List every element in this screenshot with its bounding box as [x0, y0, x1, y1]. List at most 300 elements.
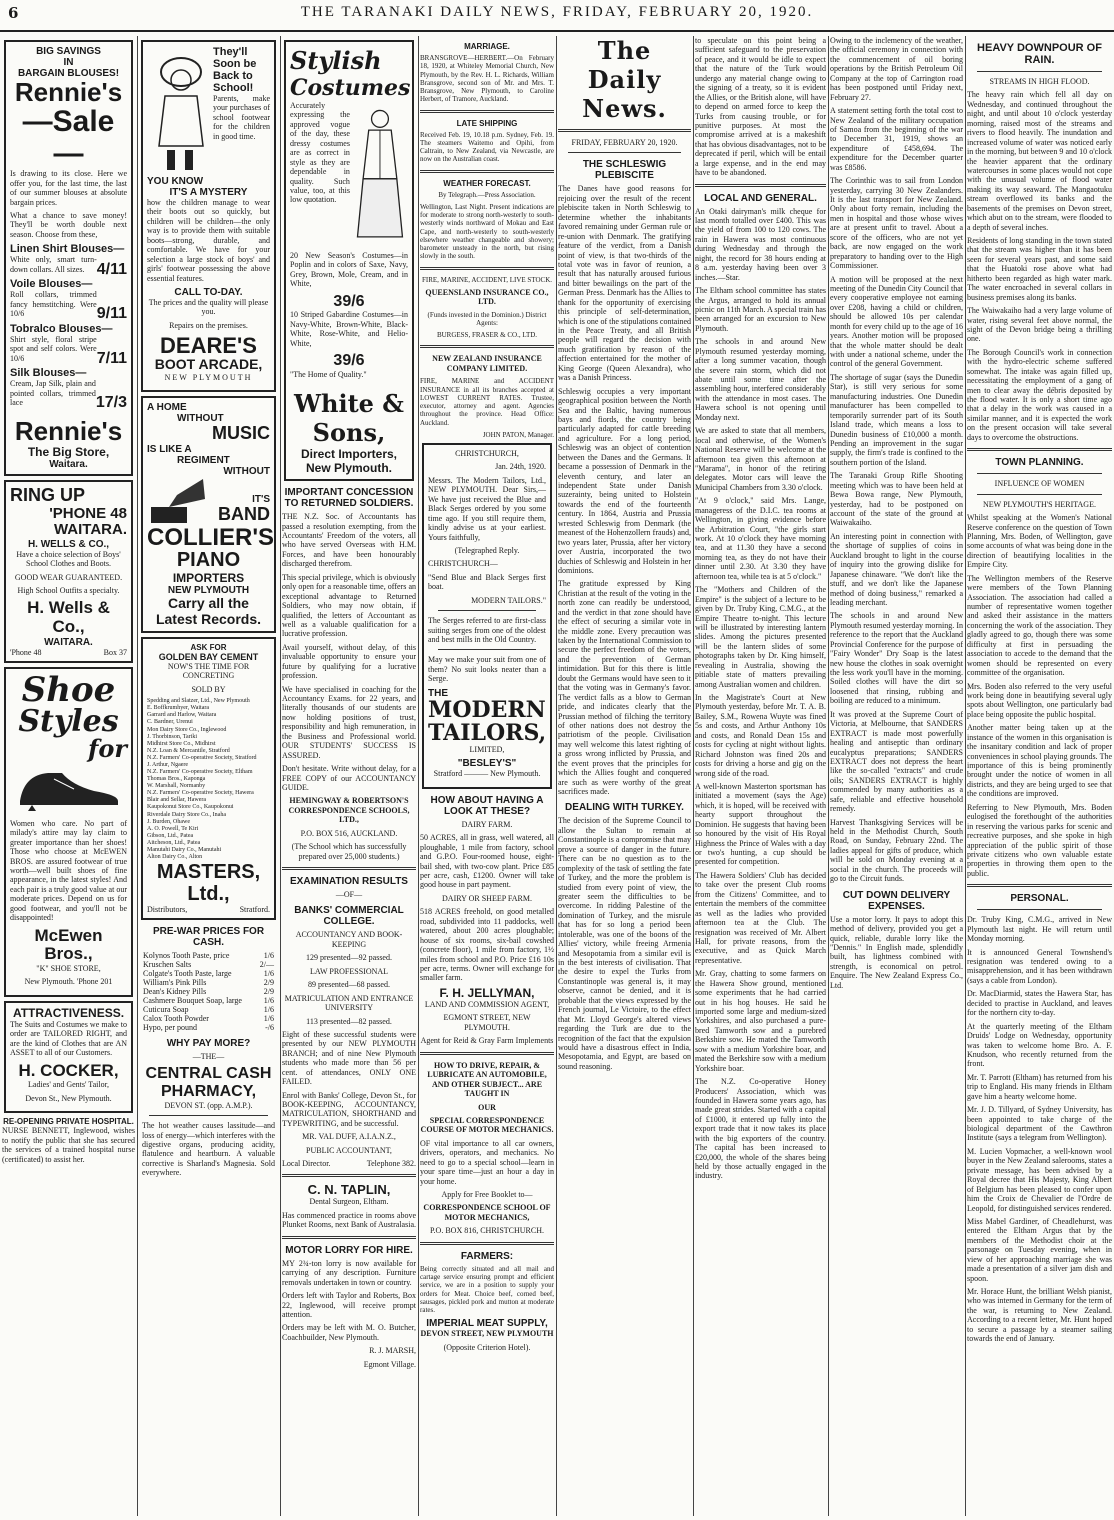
ad-title: Latest Records.	[155, 610, 262, 627]
section-heading: IMPORTANT CONCESSION TO RETURNED SOLDIERS.	[284, 487, 414, 510]
ad-text: What a chance to save money! They'll be worth double next season. Choose from these,	[10, 211, 127, 239]
ad-line: IMPORTERS	[172, 571, 245, 586]
price-row	[143, 969, 274, 978]
article-text: Mr. J. D. Tillyard, of Sydney University, has been appointed to take charge of the biological department of the Cawthron Institute (says a telegram from Wellington).	[967, 1105, 1112, 1143]
ad-text: FIRE, MARINE, ACCIDENT, LIVE STOCK.	[421, 275, 553, 284]
ad-text: Egmont Village.	[363, 1359, 416, 1369]
ad-title: PIANO	[176, 549, 241, 572]
price-row	[143, 996, 274, 1005]
ad-text: Orders may be left with M. O. Butcher, Coachbuilder, New Plymouth.	[282, 1323, 416, 1342]
ad-title: —Sale—	[22, 105, 115, 170]
article-text: The Wellington members of the Reserve were members of the Town Planning Association. The association had called a number of representative women together and asked their assistance in the matters concerning the work of the association. They gladly agreed to go, though there was some difficulty at first in persuading the association to accede to the demand that the women should be represented on every committee of the organisation.	[967, 573, 1112, 678]
ad-text: Apply for Free Booklet to—	[441, 1190, 533, 1199]
ad-line: THE	[428, 687, 448, 699]
ad-text: R. J. MARSH,	[369, 1346, 416, 1356]
column-rule	[280, 36, 281, 1516]
article-heading: LOCAL AND GENERAL.	[704, 192, 817, 204]
seller-item: N.Z. Loan & Mercantile, Stratford	[147, 747, 230, 754]
section-heading: DAIRY OR SHEEP FARM.	[442, 893, 532, 903]
article-text: The heavy rain which fell all day on Wednesday, and continued throughout the night, and until about 10 o'clock yesterday morning, raised most of the streams and rivers to flood heavily. The inundation and increased volume of water was noticed early in the morning, but between 9 and 10 o'clock the heavier apparent that the ordinary watercourses in some places would not cope with the unusual volume of flood water making its way seaward. The Mangaotuku stream overflowed its banks and the basements of the premises on Devon street, which abut on to the stream, were flooded to a depth of several inches.	[967, 90, 1112, 232]
column-rule	[693, 36, 694, 1516]
article-heading: DEALING WITH TURKEY.	[565, 802, 684, 814]
ad-line: REGIMENT	[177, 454, 230, 466]
price-row	[143, 1005, 274, 1014]
article-text: Enrol with Banks' College, Devon St., for BOOK-KEEPING, ACCOUNTANCY, MATRICULATION, SHORTHAND and TYPEWRITING, and be successful.	[282, 1090, 416, 1128]
price-value: -/6	[265, 1023, 274, 1033]
seller-item: N.Z. Farmers' Co-operative Society, Eltham	[147, 769, 253, 776]
ad-text: SPECIAL CORRESPONDENCE COURSE OF MOTOR MECHANICS.	[420, 1115, 554, 1135]
ad-text: LIMITED,	[469, 744, 505, 754]
seller-item: Blair and Sellar, Hawera	[147, 797, 207, 804]
article-text: Owing to the inclemency of the weather, the official ceremony in connection with the commencement of oil boring operations by the British Petroleum Oil Company at the top of Carrington road has been postponed until Friday next, February 27.	[830, 36, 963, 102]
ad-text: 'Phone 48	[10, 647, 42, 657]
article-text: Mr. Horace Hunt, the brilliant Welsh pianist, who was interned in Germany for the term of the war, is returning to New Zealand. According to a recent letter, Mr. Hunt hoped to secure a passage by a steamer sailing towards the end of January.	[967, 1287, 1112, 1344]
ad-text: JOHN PATON, Manager.	[482, 430, 554, 439]
ad-title: McEwen Bros.,	[34, 925, 103, 964]
ad-text: CORRESPONDENCE SCHOOL OF MOTOR MECHANICS,	[423, 1203, 551, 1222]
ad-line: WAITARA.	[44, 636, 93, 648]
price-row	[143, 978, 274, 987]
seller-item: Alton Dairy Co., Alton	[147, 853, 203, 860]
item-price: 9/11	[96, 305, 127, 323]
ad-text: 50 ACRES, all in grass, well watered, all ploughable, 1 mile from factory, school and G.P.O. Four-roomed house, eight-bail shed, with two-cow plant. Price £85 per acre, cash, £1200. Owner will take good house in part payment.	[420, 833, 554, 890]
editorial-title: The Daily News.	[582, 36, 667, 123]
ad-text: Is drawing to its close. Here we offer you, for the last time, the last of our summer blouses at absolute bargain prices.	[10, 169, 127, 207]
article-text: Don't hesitate. Write without delay, for a FREE COPY of our ACCOUNTANCY GUIDE.	[282, 764, 416, 792]
article-text: It is announced General Townshend's resignation was tendered owing to a misapprehension, and it has been withdrawn (says a cable from London).	[967, 947, 1112, 985]
column-rule	[965, 36, 966, 1516]
ad-text: GOOD WEAR GUARANTEED.	[14, 572, 123, 582]
ad-text: 518 ACRES freehold, on good metalled road, subdivided into 11 paddocks, well watered, about 200 acres ploughable; house of six rooms, six-bail cowshed (concrete floor), 1 mile from factory, 1½ miles from school and P.O. Price £16 10s per acre, terms. Owner will exchange for smaller farm.	[420, 907, 554, 983]
item-desc: Shirt style, floral stripe spot and self colors. Were 10/6	[10, 334, 97, 363]
price-item: Cashmere Bouquet Soap, large	[143, 996, 242, 1006]
article-text: Whilst speaking at the Women's National Reserve conference on the question of Town Planning, Mrs. Boden, of Wellington, gave some accounts of what was being done in the direction of beautifying localities in the Empire City.	[967, 513, 1112, 570]
article-text: "At 9 o'clock," said Mrs. Lange, manageress of the D.I.C. tea rooms at Wellington, in giving evidence before the Arbitration Court, "the girls start work. At 10 o'clock they have morning tea, and at 11.30 they have a second morning tea, as they do not have their dinner until 2.30. At 3.30 they have afternoon tea, while tea is at 5 o'clock."	[695, 496, 826, 581]
rennies-sale-ad	[4, 40, 133, 476]
ad-text: (Telegraphed Reply.	[454, 545, 520, 555]
notice-title: RE-OPENING PRIVATE HOSPITAL.	[3, 1117, 134, 1127]
wells-ad	[4, 480, 133, 663]
ad-text: Stratford.	[239, 905, 270, 915]
article-text: The Taranaki Group Rifle Shooting meeting which was to have been held at Bewa Bowa range, New Plymouth, yesterday, had to be postponed on account of the state of the ground at Waiwakaiho.	[830, 471, 963, 528]
ad-line: IS LIKE A	[147, 443, 192, 455]
column-rule	[137, 36, 138, 1516]
ad-text: Jan. 24th, 1920.	[495, 462, 546, 472]
seller-item: Aitcheson, Ltd., Patea	[147, 839, 201, 846]
article-heading: TOWN PLANNING.	[995, 457, 1084, 469]
article-text: We are asked to state that all members, local and otherwise, of the Women's National Reserve will be welcome at the afternoon tea given this afternoon at "Marama", in honor of the retiring delegates. Motor cars will leave the Municipal Chambers from 3.30 o'clock.	[695, 426, 826, 492]
article-heading: CUT DOWN DELIVERY EXPENSES.	[842, 889, 951, 912]
seller-item: N.Z. Farmers' Co-operative Society, Hawera	[147, 790, 254, 797]
ad-text: NEW ZEALAND INSURANCE COMPANY LIMITED.	[432, 354, 542, 373]
ad-line: YOU KNOW	[147, 176, 204, 187]
article-text: The Eltham school committee has states the Argus, arranged to hold its annual picnic on 11th March. A special train has been arranged for an excursion to New Plymouth.	[695, 286, 826, 333]
ad-title: 'PHONE 48	[49, 504, 127, 522]
column-5	[558, 36, 691, 1516]
article-text: Mrs. Boden also referred to the very useful work being done in beautifying several ugly spots about Wellington, one particularly bad place being opposite the public hospital.	[967, 681, 1112, 719]
article-text: Mr. T. Parrott (Eltham) has returned from his trip to England. His many friends in Eltham gave him a hearty welcome home.	[967, 1072, 1112, 1101]
article-text: Referring to New Plymouth, Mrs. Boden eulogised the forethought of the authorities in reserving the various parks for scenic and recreative purposes, and she spoke in high appreciation of the public spirit of those private citizens who own valuable estate properties in throwing them open to the public.	[967, 802, 1112, 878]
ad-title: MASTERS, Ltd.,	[156, 861, 261, 906]
article-subheading: NEW PLYMOUTH'S HERITAGE.	[983, 499, 1096, 509]
article-text: Residents of long standing in the town stated that the stream was higher than it has been seen for several years past, and some said that the Huatoki rose above what had hitherto been regarded as high water mark. The water encroached in several collars in business premises along its banks.	[967, 236, 1112, 302]
ad-title: COLLIER'S	[147, 523, 275, 551]
seller-item: J. Arthur, Ngaere	[147, 761, 189, 768]
price-item: William's Pink Pills	[143, 978, 207, 988]
ad-title: H. Wells & Co.,	[27, 598, 110, 637]
ad-text: Being correctly situated and all mail and cartage service ensuring prompt and efficient service, we are in a position to supply your orders for Meat. Choice beef, corned beef, sausages, pickled pork and mutton at moderate rates.	[420, 1264, 554, 1314]
article-text: Schleswig occupies a very important geographical position between the North Sea and the Baltic, having numerous bays and fiords, the country being particularly adapted for cattle breeding and agriculture. For a long period, Schleswig was an object of contention between the Danes and the Germans. It became a possession of Denmark in the eleventh century, and later an independent State under Danish suzerainty, being united to Holstein towards the end of the fourteenth century. In 1864, Austria and Prussia wrested Schleswig from Denmark (the meanest of the Hohenzollern frauds) and, two years later, Prussia, after her victory over Austria, incorporated the two duchies of Schleswig and Holstein in her dominions.	[558, 386, 691, 575]
section-heading: EXAMINATION RESULTS	[290, 876, 408, 887]
ad-line: CALL TO-DAY.	[174, 286, 243, 298]
modern-tailors-ad	[422, 443, 552, 789]
article-text: Use a motor lorry. It pays to adopt this method of delivery, provided you get a quick, reliable, durable lorry like the "Dennis." In English made, splendidly built, has lightness combined with strength, is economical on petrol. Enquire. The New Zealand Express Co., Ltd.	[830, 914, 963, 990]
ad-line: IN	[63, 57, 74, 68]
ad-text: Has commenced practice in rooms above Plunket Rooms, next Bank of Australasia.	[282, 1210, 416, 1230]
ad-title: MODERN TAILORS,	[428, 696, 547, 746]
article-text: Avail yourself, without delay, of this invaluable opportunity to ensure your future by qualifying for a lucrative profession.	[282, 642, 416, 681]
ad-text: Agent for Reid & Gray Farm Implements	[420, 1036, 554, 1046]
article-text: PUBLIC ACCOUNTANT,	[306, 1145, 392, 1155]
ad-title: BOOT ARCADE,	[154, 356, 263, 373]
column-7	[830, 36, 963, 1516]
seller-item: Midhirst Store Co., Midhirst	[147, 740, 216, 747]
item-desc: Roll collars, trimmed fancy hemstitching. Were 10/6	[10, 290, 97, 319]
column-4	[420, 36, 554, 1516]
section-heading: BANKS' COMMERCIAL COLLEGE.	[294, 905, 404, 928]
price-value: 1/6	[263, 1005, 274, 1015]
ad-line: BIG SAVINGS	[36, 46, 101, 57]
ad-title: Styles	[18, 703, 119, 739]
page-number: 6	[8, 4, 19, 22]
seller-item: W. Marshall, Normanby	[147, 783, 206, 790]
seller-item: Riverdale Dairy Store Co., Inaha	[147, 811, 226, 818]
white-sons-ad	[284, 40, 414, 481]
seller-item: J. Thorbinson, Tariki	[147, 733, 198, 740]
ad-text: Women who care. No part of milady's attire may lay claim to greater importance than her shoes! Those who choose at McEWEN BROS. are assured footwear of true worth—well built shoes of fine appearance, in the latest styles! And each pair is a truly good value at our moderate prices. Depend on us for good footwear, and you'll not be disappointed!	[10, 818, 127, 923]
ad-line: IT'S	[252, 494, 270, 506]
price-item: Dean's Kidney Pills	[143, 987, 207, 997]
ad-line: WITHOUT	[177, 413, 224, 425]
article-text: The "Mothers and Children of the Empire" is the subject of a lecture to be given by Dr. Truby King, C.M.G., at the Empire Theatre to-night. This lecture will be illustrated by interesting lantern slides. Among the pictures presented will be the lantern slides of some photographs taken by Dr. King himself, revealing in Australia, showing the pitiable state of matters prevailing among Australian women and children.	[695, 585, 826, 689]
ad-text: Box 37	[103, 647, 127, 657]
price-value: 1/6	[263, 996, 274, 1006]
ad-text: Dental Surgeon, Eltham.	[309, 1197, 389, 1207]
seller-item: E. Boffkrumhyer, Waitara	[147, 705, 210, 712]
article-text: The Hawera Soldiers' Club has decided to take over the present Club rooms from the Citizens' Committee, and to entertain the members of the committee as well as the ladies who provided afternoon tea at the Club. The resignation was received of Mr. Albert Hall, for private reasons, from the executive, and as Quick March representative.	[695, 870, 826, 965]
ad-text: "K" SHOE STORE,	[36, 963, 101, 973]
item-name: Linen Shirt Blouses—	[10, 243, 125, 256]
exam-result-line: ACCOUNTANCY AND BOOK-KEEPING	[295, 930, 403, 949]
ad-text: (Opposite Criterion Hotel).	[443, 1342, 531, 1352]
column-rule	[828, 36, 829, 1516]
section-heading: MARRIAGE.	[464, 42, 510, 51]
column-6	[695, 36, 826, 1516]
item-name: Voile Blouses—	[10, 278, 93, 291]
article-text: This special privilege, which is obviously only open for a reasonable time, offers an exceptional advantage to Returned Soldiers, who may now obtain, if qualified, the letters of Accountant as well as a valuable qualification for a lucrative profession.	[282, 572, 416, 639]
ad-line: IT'S A MYSTERY	[169, 187, 248, 198]
colliers-ad	[141, 396, 276, 633]
article-text: The schools in and around New Plymouth resumed yesterday morning, after a long summer vacation, though the severe rain storm, which did not abate until some time after the assembling hour, interfered considerably with the attendance in most cases. The Hawera school is not opening until Monday next.	[695, 337, 826, 422]
ad-title: RING UP	[10, 484, 86, 505]
item-desc: Cream, Jap Silk, plain and pointed collars, trimmed lace	[10, 379, 96, 408]
article-text: The Danes have good reasons for rejoicing over the result of the recent plebiscite taken in North Schleswig to determine whether the inhabitants favored remaining under German rule or re-union with Denmark. The gratifying feature of the verdict, from a Danish point of view, is that two-thirds of the total vote was in favor of reunion, a result that has naturally aroused furious and bitter bewailings on the part of the German Press. Denmark has the Allies to thank for the opportunity of exercising this principle of self-determination, which is one of the stipulations contained in the Peace Treaty, and all British people will regard the decision with much gratification by reason of the affection entertained for the mother of King George (Queen Alexandra), who was a Danish Princess.	[558, 184, 691, 383]
ad-title: Shoe	[21, 669, 116, 710]
ad-text: —THE—	[192, 1052, 225, 1062]
ad-text: OUR	[478, 1102, 496, 1112]
notice-text: BRANSGROVE—HERBERT.—On February 18, 1920, at Whiteley Memorial Church, New Plymouth, by the Rev. H. L. Richards, William Bransgrove, second son of Mr. and Mrs. T. Bransgrove, New Plymouth, to Caroline Herbert, of Tramore, Auckland.	[420, 54, 554, 104]
ad-text: OF vital importance to all car owners, drivers, operators, and mechanics. No need to go to a special school—learn in your spare time—just an hour a day in your home.	[420, 1138, 554, 1186]
ad-title: Rennie's	[14, 415, 123, 446]
cocker-ad	[4, 1001, 133, 1114]
ad-text: QUEENSLAND INSURANCE CO., LTD.	[425, 287, 549, 307]
item-price: 17/3	[95, 393, 127, 411]
seller-item: A. O. Powell, Te Kiri	[147, 825, 199, 832]
price-item: Kolynos Tooth Paste, price	[143, 951, 230, 961]
price-value: 2/—	[259, 960, 274, 970]
seller-item: Manutahi Dairy Co., Manutahi	[147, 846, 222, 853]
ad-line: NEW PLYMOUTH	[167, 585, 250, 597]
exam-result-line: 89 presented—68 passed.	[308, 980, 390, 990]
section-heading: WEATHER FORECAST.	[443, 178, 531, 188]
price-item: Colgate's Tooth Paste, large	[143, 969, 232, 979]
article-text: A statement setting forth the total cost to New Zealand of the military occupation of Samoa from the beginning of the war to December 31, 1919, shows an expenditure of £458,694. The expenditure for the December quarter was £8586.	[830, 106, 963, 172]
section-heading: PRE-WAR PRICES FOR CASH.	[152, 926, 265, 949]
column-rule	[556, 36, 557, 1516]
ad-line: "BESLEY'S"	[457, 758, 517, 770]
ad-title: GOLDEN BAY CEMENT	[158, 651, 259, 662]
article-text: (The School which has successfully prepared over 25,000 students.)	[291, 842, 407, 861]
ad-text: Accurately expressing the approved vogue of the day, these dressy costumes are as correct in style as they are dependable in quality. Such value, too, at this low quotation.	[290, 101, 350, 205]
ad-line: IMPERIAL MEAT SUPPLY,	[426, 1318, 548, 1330]
ad-line: Waitara.	[49, 458, 88, 470]
price-item: Hypo, per pound	[143, 1023, 197, 1033]
article-text: M. Lucien Vopmacher, a well-known wool buyer in the New Zealand salerooms, states a private message, has been advised by a Royal decree that His Majesty, King Albert of Belgium has been pleased to confer upon him the Croix de Chevalier de l'Ordre de Leopold, for distinguished services rendered.	[967, 1146, 1112, 1213]
section-heading: MOTOR LORRY FOR HIRE.	[285, 1244, 413, 1256]
article-text: The decision of the Supreme Council to allow the Sultan to remain at Constantinople is a compromise that may prove a source of danger in the future. There can be no question as to the complexity of the task of settling the fate of Turkey, and the more the problem is studied from every point of view, the greater seem the difficulties to be overcome. In ridding Palestine of the domination of Turkey, and the misrule that has for so long a period been intolerable, was one of the boons of the Allies' victory, while freeing Armenia and Mesopotamia from a similar evil is in the best interests of civilisation. That the desire to expel the Turks from Constantinople was general is, it may observe, cannot be denied, and it is probable that the views expressed by the French journal, Le Victoire, to the effect that Mr. Lloyd George's altered views regarding the Turk are due to the recognition of the fact that the expulsion would have a disastrous effect in India, Mesopotamia, and Egypt, are based on sound reasoning.	[558, 816, 691, 1071]
article-heading: THE SCHLESWIG PLEBISCITE	[582, 159, 667, 182]
column-1	[2, 36, 135, 1516]
section-heading: DAIRY FARM.	[461, 819, 513, 829]
ad-line: BARGAIN BLOUSES!	[17, 68, 120, 79]
seller-item: Kaupokonui Store Co., Kaupokonui	[147, 804, 234, 811]
ad-text: EGMONT STREET, NEW PLYMOUTH.	[443, 1013, 531, 1032]
ad-text: Stratford ——— New Plymouth.	[433, 769, 541, 779]
ad-line: A HOME	[147, 402, 187, 414]
article-text: The Corinthic was to sail from London yesterday, carrying 30 New Zealanders. It is the last transport for New Zealand. Only about forty remain, including the men in hospital and those whose wives are at present unfit to travel. About a score of the officers, who are not yet back, are now engaged on the work preparatory to handing over to the High Commissioner.	[830, 176, 963, 271]
ad-title: C. N. TAPLIN,	[307, 1182, 391, 1198]
price-row	[143, 960, 274, 969]
article-text: HEMINGWAY & ROBERTSON'S CORRESPONDENCE SCHOOLS, LTD.,	[288, 796, 410, 825]
item-name: Tobralco Blouses—	[10, 322, 113, 335]
article-text: It was proved at the Supreme Court of Victoria, at Melbourne, that SANDERS EXTRACT is made most powerfully healing and antiseptic than ordinary eucalyptus preparations; SANDERS EXTRACT does not depress the heart like the so-called "extracts" and crude oils; SANDERS EXTRACT is highly commended by many authorities as a safe, reliable and effective household remedy.	[830, 709, 963, 814]
article-text: A motion will be proposed at the next meeting of the Dunedin City Council that every cooperative employee not earning over £208, having a child or children, should be allowed 10s per calendar month for every child up to the age of 16 years. Another motion will be proposed that the whole matter should be dealt with under a national scheme, under the control of the general Government.	[830, 274, 963, 369]
column-rule	[418, 36, 419, 1516]
ad-text: "The Home of Quality."	[290, 369, 367, 379]
ad-line: ASK FOR	[190, 642, 227, 652]
gramophone-illustration	[147, 477, 207, 525]
article-text: Eight of these successful students were presented by our NEW PLYMOUTH BRANCH; and of nine New Plymouth students who made more than 56 per cent. of attendances, ONLY ONE FAILED.	[282, 1029, 416, 1087]
article-text: Mr. Gray, chatting to some farmers on the Hawera Show ground, mentioned some experiments that he had carried out in his hog houses. He said he imported some large and medium-sized Yorkshires, and also purchased a pure-bred Tamworth sow and a purebred Berkshire sow. He mated the Tamworth sow with a medium Yorkshire boar, and mated the Berkshire sow with a medium Yorkshire boar.	[695, 969, 826, 1073]
masthead: THE TARANAKI DAILY NEWS, FRIDAY, FEBRUARY 20, 1920.	[300, 4, 814, 20]
ad-text: The prices and the quality will please you.	[148, 297, 269, 317]
seller-item: Thomas Bros., Kaponga	[147, 776, 206, 783]
ad-text: Ladies' and Gents' Tailor,	[28, 1080, 109, 1090]
ad-text: Distributors,	[147, 905, 188, 915]
ad-text: NOW'S THE TIME FOR CONCRETING	[167, 661, 250, 681]
ad-text: 10 Striped Gabardine Costumes—in Navy-White, Brown-White, Black-White, Rose-White, and Helio-White,	[290, 310, 408, 348]
price-value: 2/9	[263, 978, 274, 988]
ad-text: DEVON ST. (opp. A.M.P.).	[164, 1100, 253, 1110]
ad-text: (Funds invested in the Dominion.) District Agents:	[427, 310, 547, 327]
notice-text: Received Feb. 19, 10.18 p.m. Sydney, Feb. 19. The steamers Waitemo and Opihi, from Caltrain, to New Zealand, via Newcastle, are now on the Australian coast.	[420, 130, 554, 164]
sellers-list	[147, 698, 270, 861]
article-text: The Borough Council's work in connection with the hydro-electric scheme suffered somewhat. The intake was again filled up, necessitating the employment of a gang of men to clear away the débris deposited by the flood water. It is only a short time ago that a delay in the work was caused in a similar manner, and it is expected the work on the present occasion will take several days to overcome the obstructions.	[967, 347, 1112, 442]
ad-title: They'll Soon be Back to School!	[213, 46, 257, 94]
cement-ad	[141, 637, 276, 920]
ad-line: WITHOUT	[223, 465, 270, 477]
seller-item: C. Bardner, Urenui	[147, 719, 193, 726]
article-text: MR. VAL DUFF, A.I.A.N.Z.,	[302, 1132, 396, 1142]
item-desc: White only, smart turn-down collars. All sizes.	[10, 255, 97, 274]
ad-text: 20 New Season's Costumes—in Poplin and in colors of Saxe, Navy, Grey, Brown, Mole, Cream, and in White,	[290, 251, 408, 289]
shoe-illustration	[14, 765, 124, 811]
notice-text: Wellington, Last Night. Present indications are for moderate to strong north-westerly to south-westerly winds northward of Mokau and East Cape, and north-westerly to south-westerly elsewhere weather changeable and showery; barometer unsteady in the north, but rising slowly in the south.	[420, 202, 554, 261]
section-heading: WHY PAY MORE?	[166, 1038, 251, 1050]
ad-text: Devon St., New Plymouth.	[25, 1093, 112, 1103]
ad-title: WAITARA.	[53, 521, 127, 539]
ad-text: MY 2¾-ton lorry is now available for carrying of any description. Furniture removals undertaken in town or country.	[282, 1258, 416, 1287]
ad-title: White & Sons,	[294, 389, 404, 448]
seller-item: Gibson, Ltd., Patea	[147, 832, 194, 839]
article-text: P.O. BOX 516, AUCKLAND.	[300, 828, 398, 838]
ad-text: DEVON STREET, NEW PLYMOUTH	[420, 1329, 554, 1339]
exam-result-line: MATRICULATION AND ENTRANCE UNIVERSITY	[284, 993, 414, 1013]
price-row	[143, 951, 274, 960]
article-subheading: INFLUENCE OF WOMEN	[994, 479, 1085, 489]
ad-text: May we make your suit from one of them? No suit looks neater than a Serge.	[428, 655, 546, 684]
ad-text: Orders left with Taylor and Roberts, Box 22, Inglewood, will receive prompt attention.	[282, 1291, 416, 1319]
exam-result-line: 113 presented—82 passed.	[306, 1016, 392, 1026]
seller-item: Spedding and Slatzer, Ltd., New Plymouth	[147, 698, 250, 705]
article-text: The gratitude expressed by King Christian at the result of the voting in the north zone can readily be understood, and the verdict in that zone should have the effect of securing a similar vote in the middle zone. Every precaution was taken by the International Commission to secure the perfect freedom of the voters, and the prevention of German intimidation. But for this there is little doubt the Germans would have seen to it that the voting was in Germany's favor. The verdict falls as a blow to German pride, and indicates clearly that the Prussian method of filching the territory of other nations does not destroy the patriotism of the people. Civilisation may well welcome this latest righting of a gross wrong inflicted by Prussia, and the event proves that the principles for which the Allies fought and conquered are such as were worthy of the great sacrifices made.	[558, 579, 691, 796]
price-row	[143, 1023, 274, 1032]
ad-text: how the children manage to wear their boots out so quickly, but children will be children—the only way is to provide them with suitable boots—strong, durable, and comfortable. We have for your selection a large stock of boys' and girls' footwear possessing the above essential features.	[147, 198, 270, 283]
ad-line: New Plymouth.	[305, 461, 392, 476]
ad-text: CHRISTCHURCH,	[455, 449, 519, 458]
price-value: 1/6	[263, 969, 274, 979]
price-value: 2/9	[263, 987, 274, 997]
ad-text: Local Director.	[282, 1159, 331, 1169]
article-text: We have specialised in coaching for the Accountancy Exams. for 22 years, and literally thousands of our students are now holding positions of trust, responsibility and high remuneration, in the Business and Professional world. OUR STUDENTS' SUCCESS IS ASSURED.	[282, 684, 416, 760]
seller-item: J. Burden, Ohawe	[147, 818, 190, 825]
article-text: The N.Z. Co-operative Honey Producers' Association, which was founded in Hawera some years ago, has made great strides. Started with a capital of £1000, it entered up fully into the export trade that it now takes its place with the big exporters of the country. The capital has been increased to £20,000, the whole of the shares being held by those actually engaged in the industry.	[695, 1077, 826, 1181]
article-text: An Otaki dairyman's milk cheque for last month totalled over £400. This was the yield of from 100 to 120 cows. The rain in Hawera was most continuous during Wednesday and through the night, the record for 38 hours ending at 8 a.m. yesterday having been over 3 inches.—Star.	[695, 206, 826, 282]
exam-result-line: LAW PROFESSIONAL	[309, 966, 389, 976]
ad-text: The Serges referred to are first-class suiting serges from one of the oldest and best mills in the Old Country.	[428, 616, 546, 644]
ad-text: New Plymouth. 'Phone 201	[24, 977, 113, 987]
article-text: THE N.Z. Soc. of Accountants has passed a resolution exempting, from the Accountants' Freedom of the voters, all who have served Overseas with H.M. Forces, and have been honourably discharged therefrom.	[282, 512, 416, 569]
article-heading: PERSONAL.	[1010, 893, 1069, 905]
ad-text: Telephone 382.	[366, 1159, 416, 1169]
item-price: 4/11	[96, 260, 127, 278]
ad-title: Rennie's	[14, 77, 123, 107]
seller-item: Mon Dairy Store Co., Inglewood	[147, 726, 227, 733]
ad-title: for	[88, 733, 127, 763]
mcewen-ad	[4, 667, 133, 997]
ad-title: Carry all the	[168, 595, 249, 612]
ad-text: MODERN TAILORS."	[471, 595, 546, 605]
article-text: Harvest Thanksgiving Services will be held in the Methodist Church, South Road, on Sunday, February 22nd. The ladies appeal for gifts of produce, which will be sold on Monday evening at a social in the church. The proceeds will go to the Circuit funds.	[830, 817, 963, 884]
price-item: Cuticura Soap	[143, 1005, 189, 1015]
ad-text: The Suits and Costumes we make to order are TAILORED RIGHT, and are the kind of Clothes that are AN ASSET to all of our Customers.	[10, 1020, 127, 1058]
price-value: 1/6	[263, 1014, 274, 1024]
editorial-date: FRIDAY, FEBRUARY 20, 1920.	[571, 138, 678, 147]
article-text: An interesting point in connection with the shortage of supplies of coins in Auckland brought to light in the course of inquiry into the growing dislike for Japanese chinaware. "We don't like the stuff, and we don't like the Japanese method of doing business," remarked a leading merchant.	[830, 531, 963, 607]
article-text: Dr. MacDiarmid, states the Hawera Star, has decided to practise in Auckland, and leaves for the northern city to-day.	[967, 989, 1112, 1018]
article-text: Dr. Truby King, C.M.G., arrived in New Plymouth last night. He will return until Monday morning.	[967, 915, 1112, 944]
ad-title: Stylish	[290, 46, 382, 75]
ad-text: The hot weather causes lassitude—and loss of energy—which interferes with the digestive organs, producing acidity, flatulence and heartburn. A valuable corrective is Sharland's Magnesia. Sold everywhere.	[142, 1121, 275, 1178]
ad-line: The Big Store,	[27, 444, 110, 459]
deares-ad	[141, 40, 276, 392]
article-text: Another matter being taken up at the instance of the women in this organisation is the insanitary condition and lack of proper conveniences in school playing grounds. The importance of this is being prominently brought under the notice of women in all districts, and they are being urged to see that the conditions are improved.	[967, 723, 1112, 799]
ad-text: HOW TO DRIVE, REPAIR, & LUBRICATE AN AUTOMOBILE, AND OTHER SUBJECT... ARE TAUGHT IN	[427, 1060, 547, 1099]
ad-text: Parents, make your purchases of school footwear for the children in good time.	[213, 94, 270, 141]
seller-item: N.Z. Farmers' Co-operative Society, Stratford	[147, 754, 257, 761]
article-text: to speculate on this point being a sufficient safeguard to the preservation of peace, and it would be idle to expect that the nature of the Turk would undergo any material change owing to the signing of a treaty, so it is evident the Allies, or the British alone, will have to depend on armed force to keep the Turks from causing trouble, or for punitive purposes. At most the compromise arrived at is a makeshift that has obvious disadvantages, not to be deprecated if peril, which will be entail a large expense, and in the end may have to be abandoned.	[695, 36, 826, 178]
article-subheading: STREAMS IN HIGH FLOOD.	[989, 77, 1090, 86]
article-heading: HEAVY DOWNPOUR OF RAIN.	[977, 42, 1102, 66]
exam-results-list	[282, 930, 416, 1026]
price-item: Calox Tooth Powder	[143, 1014, 209, 1024]
section-heading: FARMERS:	[460, 1250, 514, 1262]
ad-title: BAND	[218, 504, 270, 525]
article-text: The shortage of sugar (says the Dunedin Star), is still very serious for some manufacturing industries. One Dunedin manufacturer has been compelled to temporarily surrender part of its South Island trade, which means a loss to Dunedin business of £10,000 a month. Pending an improvement in the sugar supply, the firm's trade is confined to the southern portion of the Island.	[830, 372, 963, 467]
article-text: In the Magistrate's Court at New Plymouth yesterday, before Mr. T. A. B. Bailey, S.M., Rowena Wuyte was fined 5s and costs, and Arthur Anthony 10s and costs, and Ronald Dean 15s and costs for cycling at night without lights. Richard Johnston was fined 20s and costs for driving a horse and gig on the wrong side of the road.	[695, 693, 826, 778]
ad-price: 39/6	[333, 352, 365, 370]
ad-title: MUSIC	[212, 423, 270, 444]
item-price: 7/11	[96, 349, 127, 367]
ad-line: Direct Importers,	[300, 447, 398, 462]
article-text: Miss Mabel Gardiner, of Cheadlehurst, was entered the Eltham Argus that by the members of the Methodist choir at the parsonage on Tuesday evening, when in view of her approaching marriage she was made a presentation of a silver jam dish and spoon.	[967, 1216, 1112, 1283]
item-name: Silk Blouses—	[10, 367, 87, 380]
article-text: At the quarterly meeting of the Eltham Druids' Lodge on Wednesday, opportunity was taken to welcome home Bro. A. F. Knudson, who recently returned from the front.	[967, 1021, 1112, 1069]
ad-price: 39/6	[333, 292, 365, 310]
ad-text: Have a choice selection of Boys' School Clothes and Boots.	[16, 549, 121, 569]
ad-text: Messrs. The Modern Tailors, Ltd., NEW PLYMOUTH. Dear Sirs,—We have just received the Blue and Black Serges ordered by you some time ago. If you still require them, kindly advise us at your earliest. Yours faithfully,	[428, 475, 546, 542]
price-row	[143, 987, 274, 996]
notice-text: By Telegraph.—Press Association.	[438, 190, 536, 199]
column-3	[282, 36, 416, 1516]
section-heading: LATE SHIPPING	[456, 118, 518, 128]
price-value: 1/6	[263, 951, 274, 961]
schoolgirl-illustration	[147, 46, 213, 176]
ad-text: NEW PLYMOUTH	[164, 372, 253, 382]
notice-text: NURSE BENNETT, Inglewood, wishes to notify the public that she has secured the services of a trained hospital nurse (certificated) to assist her.	[2, 1126, 135, 1164]
ad-title: F. H. JELLYMAN,	[439, 985, 535, 1000]
price-row	[143, 1014, 274, 1023]
ad-text: SOLD BY	[191, 684, 226, 694]
woman-costume-illustration	[350, 101, 408, 251]
article-text: The Waiwakaiho had a very large volume of water, rising several feet above normal, the sight of the Devon bridge being a thrilling one.	[967, 306, 1112, 344]
ad-title: PHARMACY,	[160, 1083, 257, 1101]
ad-title: DEARE'S	[160, 333, 257, 359]
section-heading: HOW ABOUT HAVING A LOOK AT THESE?	[430, 794, 544, 817]
ad-title: CENTRAL CASH	[145, 1065, 272, 1083]
ad-title: H. COCKER,	[18, 1060, 119, 1080]
article-text: —OF—	[335, 890, 363, 899]
